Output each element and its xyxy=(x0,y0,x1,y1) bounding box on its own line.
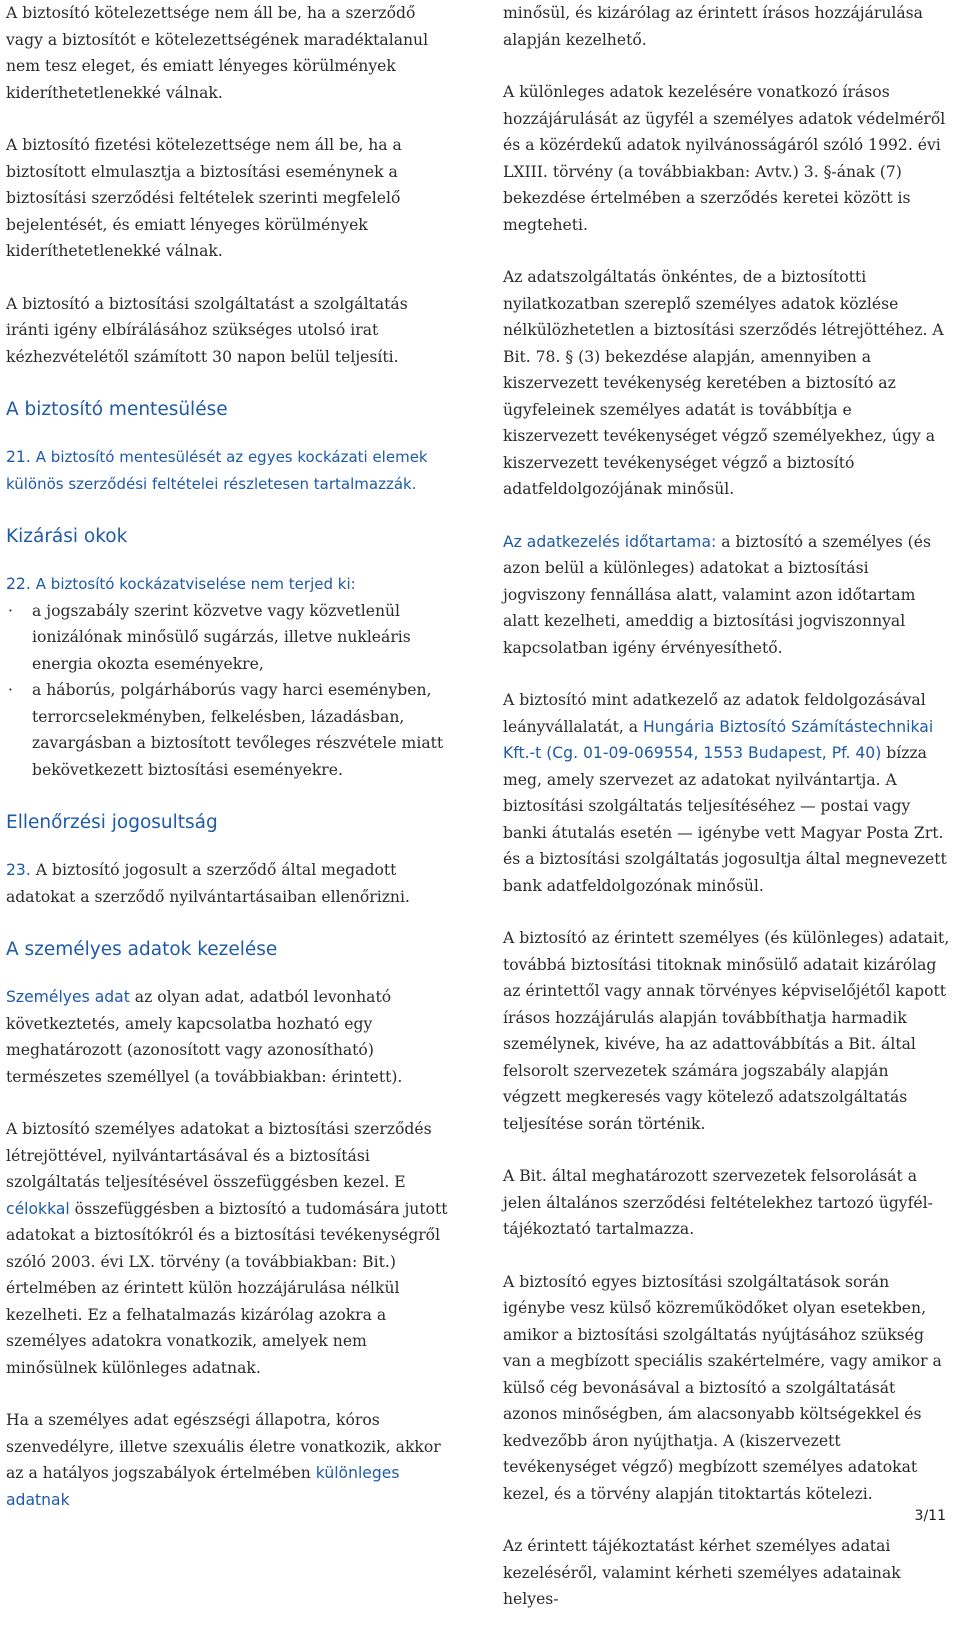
paragraph-voluntary-data: Az adatszolgáltatás önkéntes, de a biztosítotti nyilatkozatban szereplő személyes adatok közlése nélkülözhetetlen a biztosítási szerződés létrejöttéhez. A Bit. 78. § (3) bekezdése alapján, amennyiben a kiszervezett tevékenység keretében a biztosító az ügyfeleinek személyes adatát is továbbítja e kiszervezett tevékenységet végző személyekhez, úgy a kiszervezett tevékenységet végző a biztosító adatfeldolgozójának minősül. xyxy=(503,268,944,498)
paragraph-data-transfer: A biztosító az érintett személyes (és különleges) adatait, továbbá biztosítási titoknak minősülő adatait kizárólag az érintettől vagy annak törvényes képviselőjétől kapott írásos hozzájárulás alapján továbbíthatja harmadik személynek, kivéve, ha az adattovábbítás a Bit. által felsorolt szervezetek számára jogszabály alapján végzett megkeresés vagy kötelező adatszolgáltatás teljesítése során történik. xyxy=(503,929,950,1133)
section-21-number: 21. xyxy=(6,448,31,466)
term-personal-data: Személyes adat xyxy=(6,988,130,1006)
paragraph-external-contributors: A biztosító egyes biztosítási szolgáltatások során igénybe vesz külső közreműködőket olyan esetekben, amikor a biztosítási szolgáltatás nyújtásához szükség van a megbízott speciális szakértelmére, vagy amikor a külső cég bevonásával a biztosító a szolgáltatását azonos minőségben, ám alacsonyabb költségekkel és kedvezőbb áron nyújthatja. A (kiszervezett tevékenységet végző) megbízott személyes adatokat kezel, és a törvény alapján titoktartás kötelezi. xyxy=(503,1272,942,1503)
term-retention-period: Az adatkezelés időtartama: xyxy=(503,532,717,551)
left-column xyxy=(6,0,454,1539)
paragraph-data-handling xyxy=(6,1116,454,1381)
paragraph-service-deadline: A biztosító a biztosítási szolgáltatást a szolgáltatás iránti igény elbírálásához szükséges utolsó irat kézhezvételétől számított 30 napon belül teljesíti. xyxy=(6,294,408,366)
heading-exclusions: Kizárási okok xyxy=(6,526,128,547)
right-column xyxy=(503,0,951,1639)
term-purposes: célokkal xyxy=(6,1199,70,1218)
paragraph-continuation: minősül, és kizárólag az érintett írásos hozzájárulása alapján kezelhető. xyxy=(503,4,923,49)
heading-verification: Ellenőrzési jogosultság xyxy=(6,812,218,833)
section-21-text: A biztosító mentesülését az egyes kockázati elemek különös szerződési feltételei részletesen tartalmazzák. xyxy=(6,448,428,493)
heading-exemption: A biztosító mentesülése xyxy=(6,399,228,420)
paragraph-obligation: A biztosító kötelezettsége nem áll be, ha a szerződő vagy a biztosítót e kötelezettségének maradéktalanul nem tesz eleget, és emiatt lényeges körülmények kideríthetetlenekké válnak. xyxy=(6,4,429,102)
paragraph-retention-period xyxy=(503,529,951,662)
paragraph-data-processor xyxy=(503,687,951,899)
page-number: 3/11 xyxy=(914,1508,946,1524)
paragraph-personal-data-definition xyxy=(6,984,454,1090)
section-22-number: 22. xyxy=(6,575,31,593)
text-segment: a biztosító a személyes (és azon belül a különleges) adatokat a biztosítási jogviszony fennállása alatt, valamint azon időtartam alatt kezelheti, ameddig a biztosítási jogviszonnyal kapcsolatban igény érvényesíthető. xyxy=(503,532,931,657)
section-22-text: A biztosító kockázatviselése nem terjed ki: xyxy=(35,575,356,593)
exclusion-list xyxy=(6,598,454,784)
definition-text: az olyan adat, adatból levonható következtetés, amely kapcsolatba hozható egy meghatározott (azonosított vagy azonosítható) természetes személlyel (a továbbiakban: érintett). xyxy=(6,988,403,1086)
paragraph-organizations: A Bit. által meghatározott szervezetek felsorolását a jelen általános szerződési feltételekhez tartozó ügyfél-tájékoztató tartalmazza. xyxy=(503,1167,933,1238)
section-21 xyxy=(6,444,454,497)
text-segment: Ha a személyes adat egészségi állapotra, kóros szenvedélyre, illetve szexuális életre vonatkozik, akkor az a hatályos jogszabályok értelmében xyxy=(6,1411,441,1482)
text-segment: A biztosító személyes adatokat a biztosítási szerződés létrejöttével, nyilvántartásával és a biztosítási szolgáltatás teljesítésével összefüggésben kezel. E xyxy=(6,1120,432,1191)
section-23 xyxy=(6,857,454,910)
list-item: · a jogszabály szerint közvetve vagy közvetlenül ionizálónak minősülő sugárzás, illetve nukleáris energia okozta eseményekre, xyxy=(6,598,454,678)
text-segment: bízza meg, amely szervezet az adatokat nyilvántartja. A biztosítási szolgáltatás teljesítéséhez — postai vagy banki átutalás esetén — igénybe vett Magyar Posta Zrt. és a biztosítási szolgáltatás jogosultja által megnevezett bank adatfeldolgozónak minősül. xyxy=(503,744,947,895)
paragraph-health-data xyxy=(6,1407,454,1513)
paragraph-information-request: Az érintett tájékoztatást kérhet személyes adatai kezeléséről, valamint kérheti személyes adatainak helyes- xyxy=(503,1537,901,1608)
section-22 xyxy=(6,571,454,598)
section-23-number: 23. xyxy=(6,861,31,879)
term-subsidiary: Hungária Biztosító Számítástechnikai Kft.-t (Cg. 01-09-069554, 1553 Budapest, Pf. 40) xyxy=(503,717,934,762)
paragraph-payment-obligation: A biztosító fizetési kötelezettsége nem áll be, ha a biztosított elmulasztja a biztosítási eseménynek a biztosítási szerződési feltételek szerinti megfelelő bejelentését, és emiatt lényeges körülmények kideríthetetlenekké válnak. xyxy=(6,136,402,260)
text-segment: összefüggésben a biztosító a tudomására jutott adatokat a biztosítókról és a biztosítási tevékenységről szóló 2003. évi LX. törvény (a továbbiakban: Bit.) értelmében az érintett külön hozzájárulása nélkül kezelheti. Ez a felhatalmazás kizárólag azokra a személyes adatokra vonatkozik, amelyek nem minősülnek különleges adatnak. xyxy=(6,1199,448,1377)
heading-personal-data: A személyes adatok kezelése xyxy=(6,939,278,960)
list-item: · a háborús, polgárháborús vagy harci eseményben, terrorcselekményben, felkelésben, lázadásban, zavargásban a biztosított tevőleges részvétele miatt bekövetkezett biztosítási eseményekre. xyxy=(6,677,454,783)
term-special-data: különleges adatnak xyxy=(6,1464,400,1509)
text-segment: A biztosító mint adatkezelő az adatok feldolgozásával leányvállalatát, a xyxy=(503,691,926,736)
paragraph-written-consent: A különleges adatok kezelésére vonatkozó írásos hozzájárulását az ügyfél a személyes adatok védelméről és a közérdekű adatok nyilvánosságáról szóló 1992. évi LXIII. törvény (a továbbiakban: Avtv.) 3. §-ának (7) bekezdése értelmében a szerződés keretei között is megteheti. xyxy=(503,83,946,234)
section-23-text: A biztosító jogosult a szerződő által megadott adatokat a szerződő nyilvántartásaiban ellenőrizni. xyxy=(6,861,410,906)
